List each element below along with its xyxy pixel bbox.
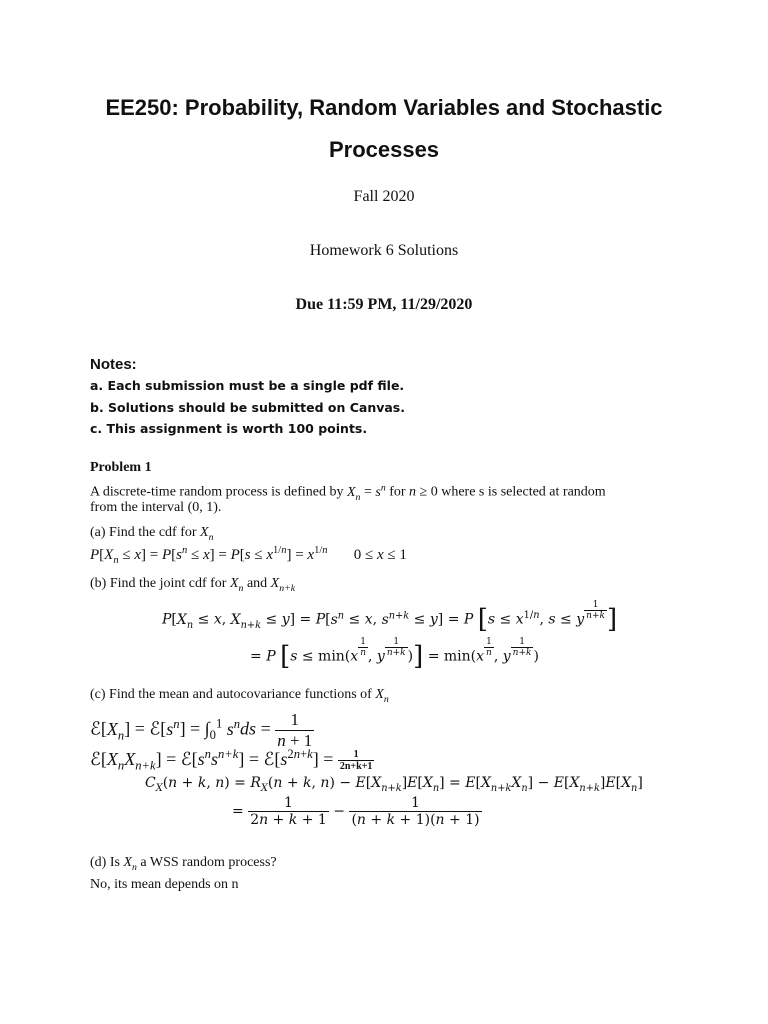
symbol-xn: $X_n$	[123, 855, 137, 873]
equation-mean: $ℰ[X_n]$ = $ℰ[s^n] = \int_0^1$ $s^nds$ = $\frac{1}{n + 1}$	[90, 710, 313, 750]
intro-text-a: A discrete-time random process is defined by	[90, 484, 347, 500]
intro-text-b: for	[385, 484, 410, 500]
symbol-xnk: $X_{n+k}$	[270, 576, 296, 594]
symbol-xn: $X_n$	[375, 687, 389, 705]
equation-xn-def: $X_n = s^n$	[346, 482, 386, 503]
equation-cdf: $P[X_n \le x] = P[s^n \le x] = P[s \le x^{1/n}] = x^{1/n}$ 0 ≤ x ≤ 1	[90, 545, 407, 566]
assignment-label: Homework 6 Solutions	[309, 242, 459, 259]
equation-n-ge-0: n ≥ 0	[409, 484, 438, 500]
note-item: a. Each submission must be a single pdf file.	[90, 378, 405, 393]
document-title-line2: Processes	[328, 137, 440, 162]
equation-second-moment: $ℰ[X_nX_{n+k}]$ = $ℰ[s^ns^{n+k}]$ = $ℰ[s^{2n+k}]$ = $\frac{1}{2n+k+1}$	[90, 747, 373, 773]
intro-text-c: where s is selected at random	[437, 484, 606, 500]
part-d-text-b: a WSS random process?	[136, 855, 277, 870]
equation-joint-cdf-line1: $P[X_n \le x$, $X_{n+k} \le y] = P[s^n \le x$, $s^{n+k} \le y] = P$ [$s \le x^{1/n}$, s ≤ y $\frac{1}{n+k}$ ]	[162, 600, 618, 635]
part-d-answer: No, its mean depends on n	[90, 877, 239, 892]
due-date: Due 11:59 PM, 11/29/2020	[295, 296, 473, 313]
note-item: c. This assignment is worth 100 points.	[90, 421, 368, 436]
part-a-question	[90, 525, 214, 543]
part-b-question	[90, 576, 295, 594]
problem-heading: Problem 1	[90, 460, 152, 475]
part-b-text-b: and	[243, 576, 271, 591]
symbol-xn: $X_n$	[200, 525, 214, 543]
part-c-text: (c) Find the mean and autocovariance functions of	[90, 687, 376, 702]
equation-joint-cdf-line2: = P [s ≤ min(x $\frac{1}{n}$ , y $\frac{1}{n+k}$ )] = min(x $\frac{1}{n}$ , y $\frac{1}{n+k}$ )	[250, 637, 539, 672]
notes-heading: Notes:	[90, 356, 137, 373]
note-item: b. Solutions should be submitted on Canvas.	[90, 400, 405, 415]
problem-intro-line2: from the interval (0, 1).	[90, 500, 222, 515]
part-c-question	[90, 687, 389, 705]
document-title-line1: EE250: Probability, Random Variables and Stochastic	[105, 95, 663, 120]
part-d-question	[90, 855, 277, 873]
part-a-text: (a) Find the cdf for	[90, 525, 201, 540]
part-b-text-a: (b) Find the joint cdf for	[90, 576, 230, 591]
part-d-text-a: (d) Is	[90, 855, 124, 870]
equation-autocov-line2: = $\frac{1}{2n + k + 1}$ − $\frac{1}{(n + k + 1)(n + 1)}$	[232, 795, 480, 828]
equation-autocov-line1: $C_X(n + k$, $n) = R_X(n + k$, $n) - E[X_{n+k}]E[X_n] = E[X_{n+k}X_n] - E[X_{n+k}]E[X_n]$	[145, 775, 643, 794]
symbol-xn: $X_n$	[229, 576, 244, 594]
term-label: Fall 2020	[353, 188, 415, 205]
